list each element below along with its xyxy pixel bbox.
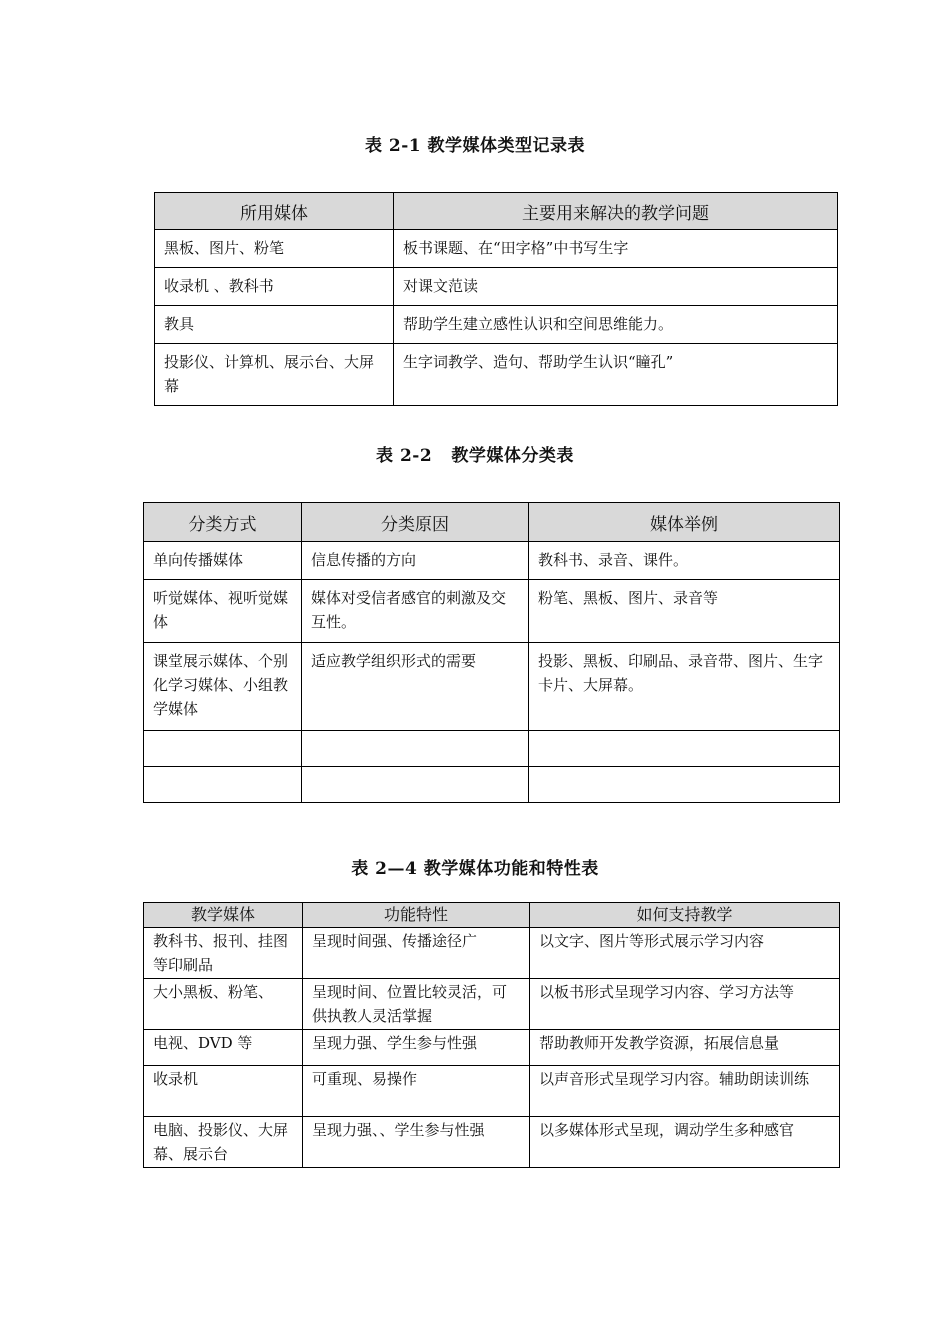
column-header: 分类原因 <box>302 503 529 542</box>
table-header-row <box>144 903 840 928</box>
table-row <box>155 306 838 344</box>
table-row <box>144 928 840 979</box>
column-header: 教学媒体 <box>144 903 303 928</box>
table-cell: 媒体对受信者感官的刺激及交互性。 <box>302 580 529 643</box>
table-cell: 大小黑板、粉笔、 <box>144 979 303 1030</box>
table-row <box>155 344 838 406</box>
column-header: 如何支持教学 <box>530 903 840 928</box>
column-header: 主要用来解决的教学问题 <box>394 193 838 230</box>
table-cell: 可重现、易操作 <box>303 1066 530 1117</box>
table-cell: 听觉媒体、视听觉媒体 <box>144 580 302 643</box>
table-cell: 教具 <box>155 306 394 344</box>
column-header: 分类方式 <box>144 503 302 542</box>
column-header: 所用媒体 <box>155 193 394 230</box>
table-cell <box>302 767 529 803</box>
table-cell: 投影仪、计算机、展示台、大屏幕 <box>155 344 394 406</box>
table-cell: 帮助学生建立感性认识和空间思维能力。 <box>394 306 838 344</box>
table-cell: 电脑、投影仪、大屏幕、展示台 <box>144 1117 303 1168</box>
table-cell: 课堂展示媒体、个别化学习媒体、小组教学媒体 <box>144 643 302 731</box>
table1-caption: 表 2-1 教学媒体类型记录表 <box>364 136 586 156</box>
table-cell: 黑板、图片、粉笔 <box>155 230 394 268</box>
table-row <box>144 643 840 731</box>
column-header: 媒体举例 <box>529 503 840 542</box>
table-cell: 单向传播媒体 <box>144 542 302 580</box>
table-row <box>144 580 840 643</box>
table-cell: 生字词教学、造句、帮助学生认识“瞳孔” <box>394 344 838 406</box>
table-cell: 呈现时间强、传播途径广 <box>303 928 530 979</box>
table-cell: 以文字、图片等形式展示学习内容 <box>530 928 840 979</box>
table-cell <box>529 767 840 803</box>
table-cell: 以板书形式呈现学习内容、学习方法等 <box>530 979 840 1030</box>
table-row <box>155 268 838 306</box>
table-cell: 板书课题、在“田字格”中书写生字 <box>394 230 838 268</box>
table-cell: 以多媒体形式呈现，调动学生多种感官 <box>530 1117 840 1168</box>
media-type-record-table <box>154 192 838 406</box>
table-cell: 帮助教师开发教学资源，拓展信息量 <box>530 1030 840 1066</box>
table2-caption: 表 2-2 教学媒体分类表 <box>376 446 574 466</box>
media-function-table <box>143 902 840 1168</box>
table-cell <box>302 731 529 767</box>
table-cell: 粉笔、黑板、图片、录音等 <box>529 580 840 643</box>
table-cell: 呈现力强、学生参与性强 <box>303 1030 530 1066</box>
media-classification-table <box>143 502 840 803</box>
table-cell <box>144 731 302 767</box>
table-cell: 以声音形式呈现学习内容。辅助朗读训练 <box>530 1066 840 1117</box>
table-cell: 投影、黑板、印刷品、录音带、图片、生字卡片、大屏幕。 <box>529 643 840 731</box>
table-cell: 适应教学组织形式的需要 <box>302 643 529 731</box>
table-row <box>144 979 840 1030</box>
table-cell <box>529 731 840 767</box>
table-cell: 信息传播的方向 <box>302 542 529 580</box>
table-row <box>144 767 840 803</box>
table-row <box>144 542 840 580</box>
table-header-row <box>144 503 840 542</box>
table-cell: 收录机 <box>144 1066 303 1117</box>
table-row <box>155 230 838 268</box>
table3-caption: 表 2—4 教学媒体功能和特性表 <box>351 859 599 879</box>
table-cell: 呈现力强、、学生参与性强 <box>303 1117 530 1168</box>
table-header-row <box>155 193 838 230</box>
table-cell: 收录机 、教科书 <box>155 268 394 306</box>
table-cell: 教科书、录音、课件。 <box>529 542 840 580</box>
table-cell: 呈现时间、位置比较灵活，可供执教人灵活掌握 <box>303 979 530 1030</box>
table-row <box>144 731 840 767</box>
table-row <box>144 1117 840 1168</box>
table-cell: 教科书、报刊、挂图等印刷品 <box>144 928 303 979</box>
table-cell: 电视、DVD 等 <box>144 1030 303 1066</box>
column-header: 功能特性 <box>303 903 530 928</box>
table-row <box>144 1030 840 1066</box>
table-row <box>144 1066 840 1117</box>
table-cell <box>144 767 302 803</box>
table-cell: 对课文范读 <box>394 268 838 306</box>
